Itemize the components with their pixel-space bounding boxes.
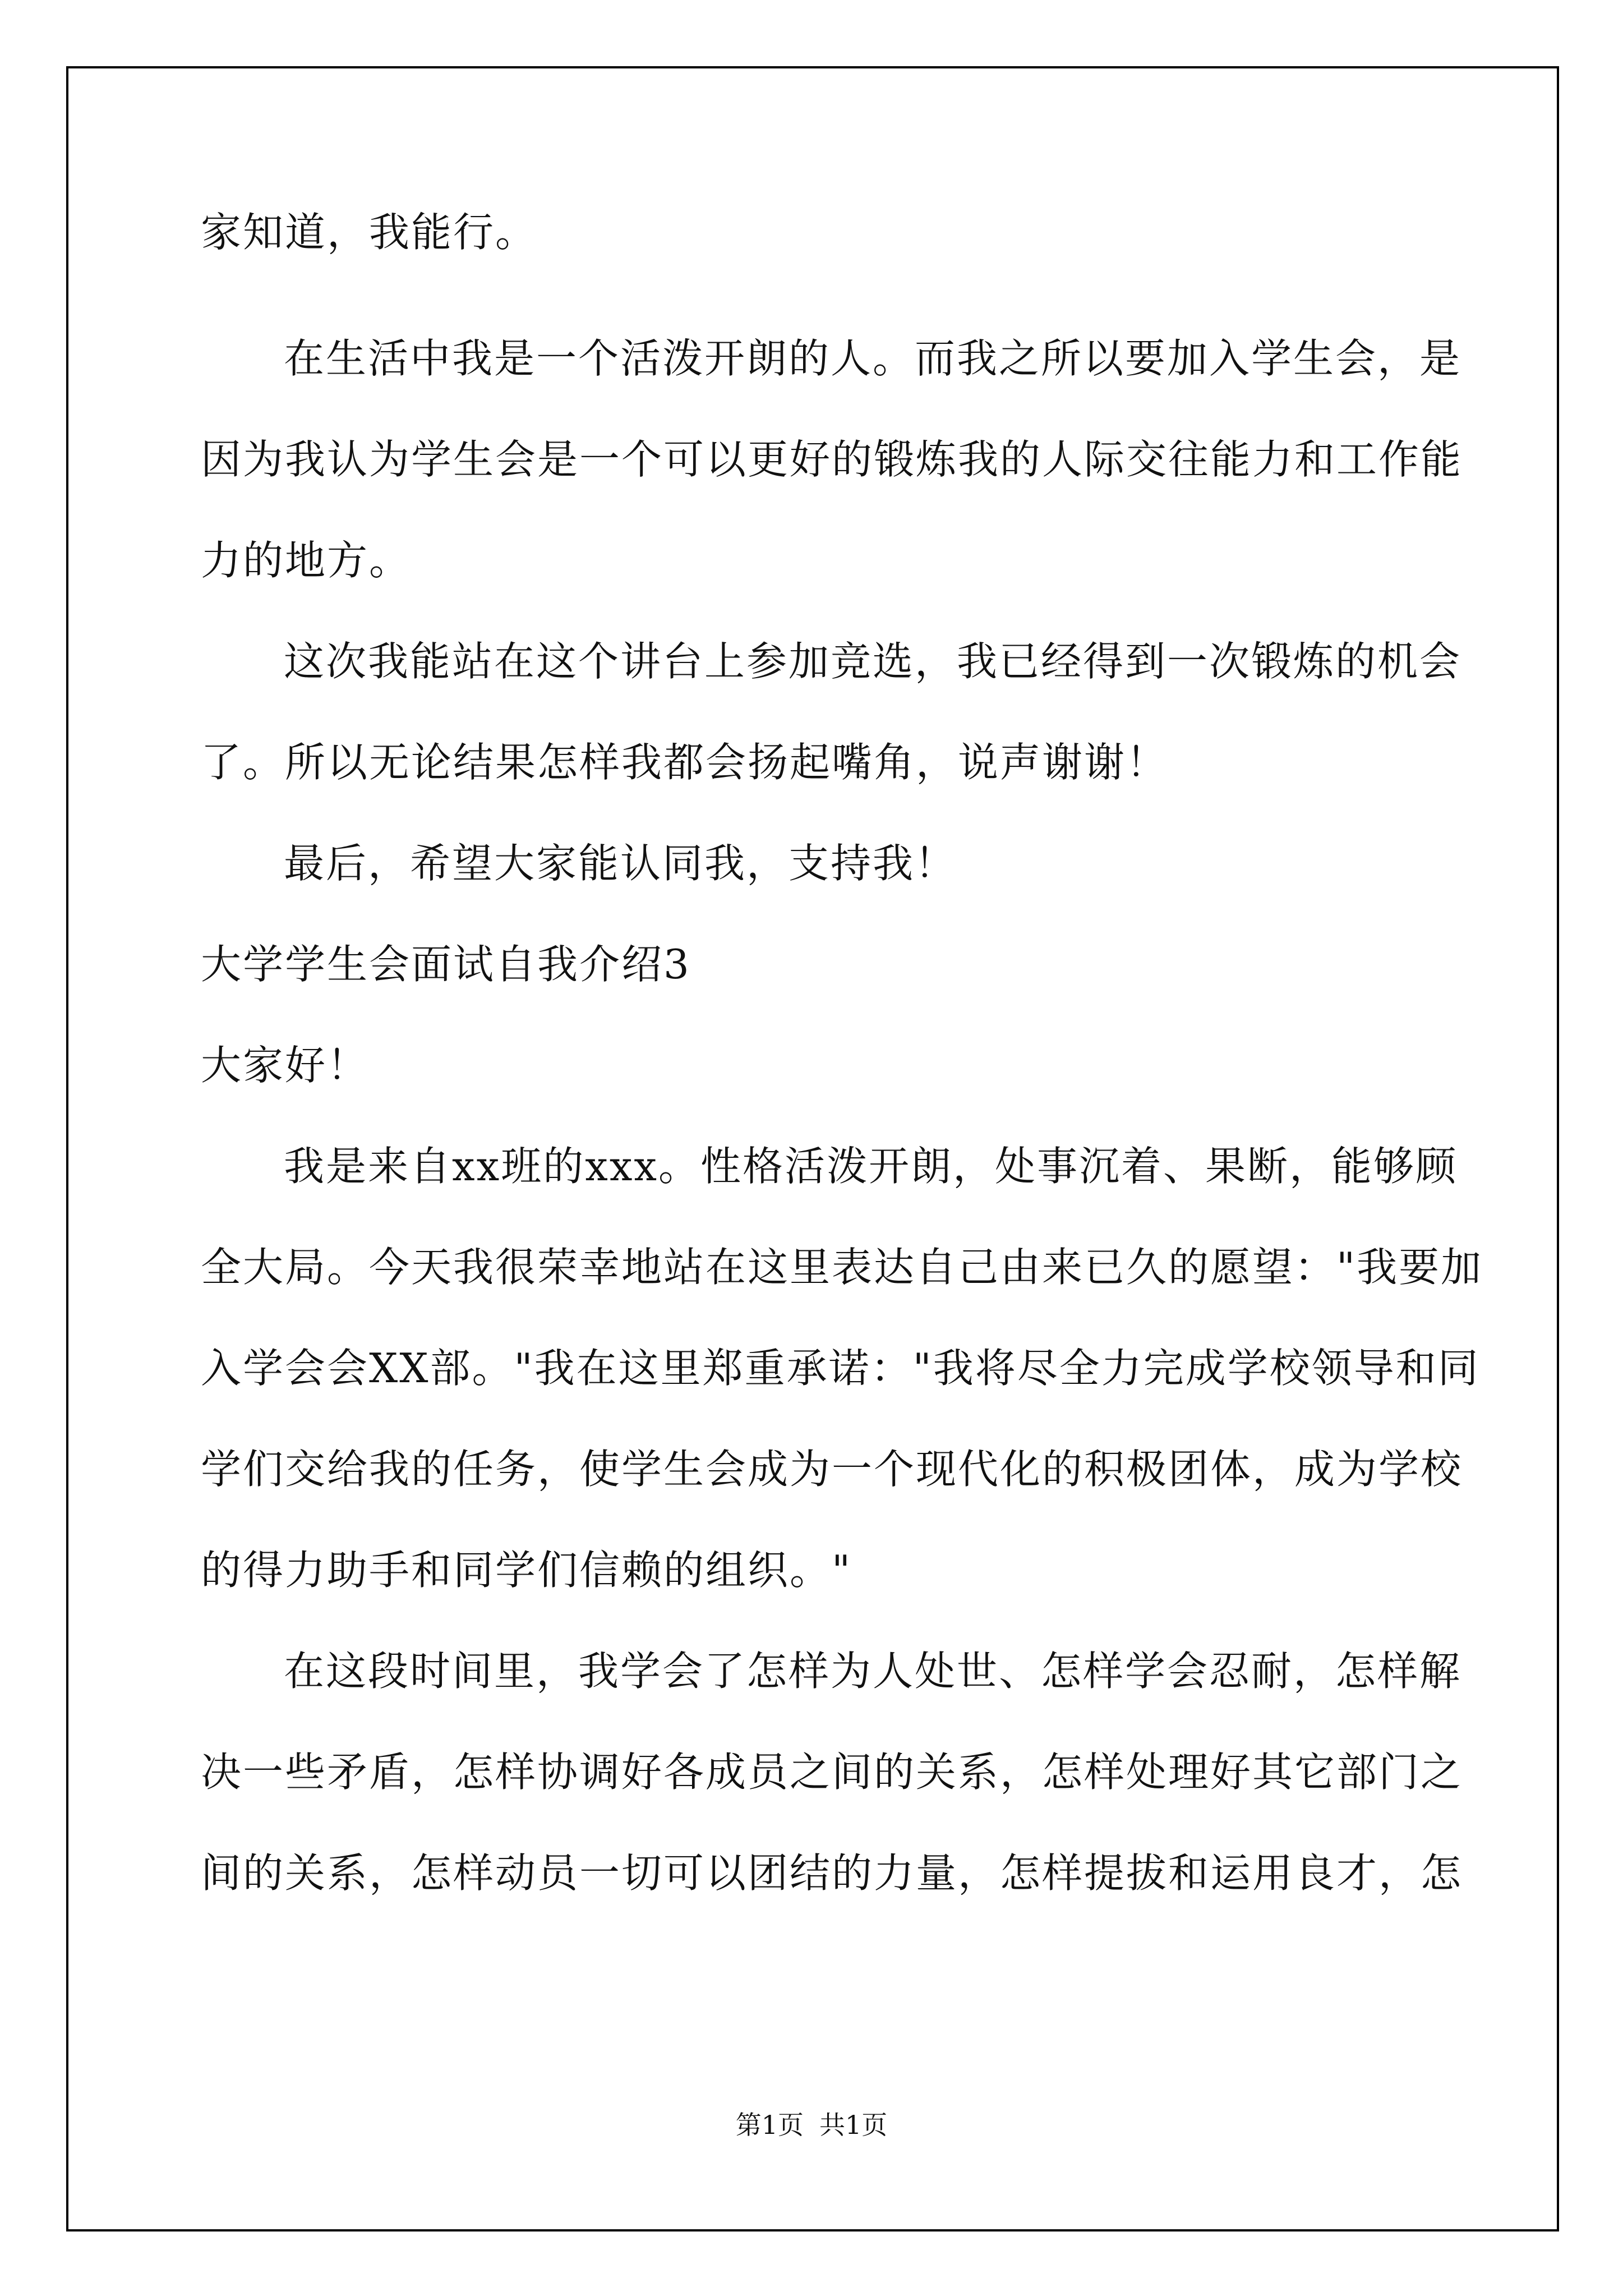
body-line: 间的关系，怎样动员一切可以团结的力量，怎样提拔和运用良才，怎 [201,1849,1463,1897]
body-line: 入学会会XX部。"我在这里郑重承诺："我将尽全力完成学校领导和同 [201,1345,1480,1392]
body-line: 的得力助手和同学们信赖的组织。" [201,1547,852,1594]
paragraph-start: 我是来自xx班的xxx。性格活泼开朗，处事沉着、果断，能够顾 [284,1143,1458,1190]
body-line: 全大局。今天我很荣幸地站在这里表达自己由来已久的愿望："我要加 [201,1244,1483,1291]
paragraph-start: 在这段时间里，我学会了怎样为人处世、怎样学会忍耐，怎样解 [284,1648,1462,1695]
body-line: 因为我认为学生会是一个可以更好的锻炼我的人际交往能力和工作能 [201,436,1463,483]
body-line: 学们交给我的任务，使学生会成为一个现代化的积极团体，成为学校 [201,1446,1463,1493]
body-line: 了。所以无论结果怎样我都会扬起嘴角，说声谢谢！ [201,739,1169,786]
page-total: 共1页 [819,2110,888,2140]
greeting-line: 大家好！ [201,1042,370,1089]
section-heading: 大学学生会面试自我介绍3 [201,941,691,988]
paragraph-start: 这次我能站在这个讲台上参加竞选，我已经得到一次锻炼的机会 [284,638,1462,685]
paragraph-start: 在生活中我是一个活泼开朗的人。而我之所以要加入学生会，是 [284,335,1462,382]
page-footer [0,2105,1623,2142]
body-line: 家知道，我能行。 [201,209,538,256]
body-line: 决一些矛盾，怎样协调好各成员之间的关系，怎样处理好其它部门之 [201,1749,1463,1796]
paragraph-start: 最后，希望大家能认同我，支持我！ [284,840,957,887]
page-number: 第1页 [735,2110,804,2140]
body-line: 力的地方。 [201,537,412,584]
